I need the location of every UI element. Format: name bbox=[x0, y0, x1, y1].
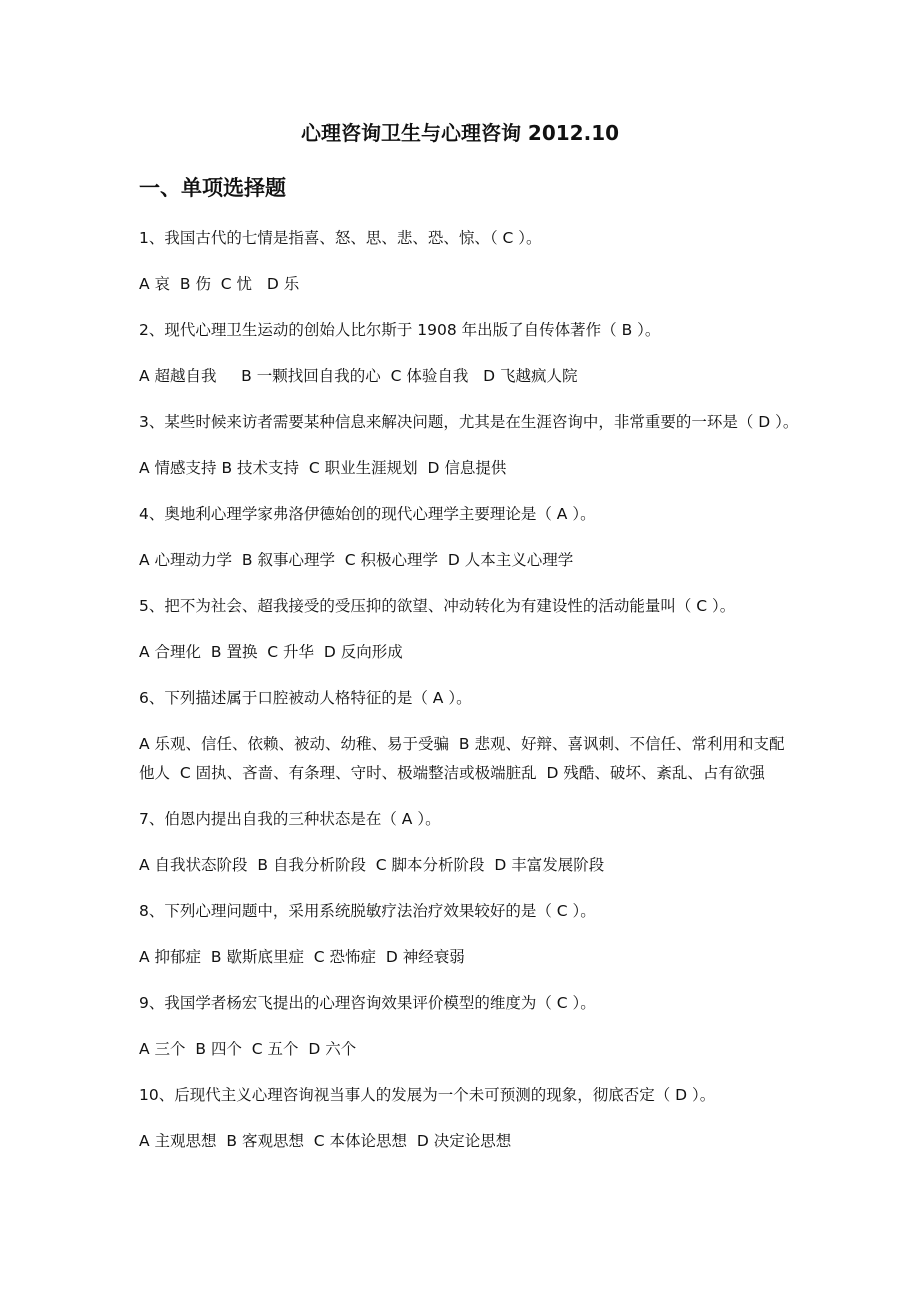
section-heading: 一、单项选择题 bbox=[139, 176, 286, 200]
question-text: 6、下列描述属于口腔被动人格特征的是（ A ）。 bbox=[139, 689, 472, 707]
question-list bbox=[139, 225, 799, 1174]
question-options: A 主观思想 B 客观思想 C 本体论思想 D 决定论思想 bbox=[139, 1132, 512, 1150]
question-9 bbox=[139, 990, 799, 1064]
question-options: A 乐观、信任、依赖、被动、幼稚、易于受骗 B 悲观、好辩、喜讽刺、不信任、常利用和支配他人 C 固执、吝啬、有条理、守时、极端整洁或极端脏乱 D 残酷、破坏、紊乱、占有欲强 bbox=[139, 735, 785, 782]
question-options: A 合理化 B 置换 C 升华 D 反向形成 bbox=[139, 643, 403, 661]
question-2 bbox=[139, 317, 799, 391]
question-options: A 哀 B 伤 C 忧 D 乐 bbox=[139, 275, 300, 293]
question-options: A 情感支持 B 技术支持 C 职业生涯规划 D 信息提供 bbox=[139, 459, 507, 477]
question-6 bbox=[139, 685, 799, 788]
question-text: 5、把不为社会、超我接受的受压抑的欲望、冲动转化为有建设性的活动能量叫（ C ）。 bbox=[139, 597, 736, 615]
question-options: A 抑郁症 B 歇斯底里症 C 恐怖症 D 神经衰弱 bbox=[139, 948, 465, 966]
question-3 bbox=[139, 409, 799, 483]
question-text: 1、我国古代的七情是指喜、怒、思、悲、恐、惊、（ C ）。 bbox=[139, 229, 542, 247]
question-7 bbox=[139, 806, 799, 880]
question-text: 8、下列心理问题中，采用系统脱敏疗法治疗效果较好的是（ C ）。 bbox=[139, 902, 596, 920]
question-text: 3、某些时候来访者需要某种信息来解决问题，尤其是在生涯咨询中，非常重要的一环是（ D ）。 bbox=[139, 413, 799, 431]
question-10 bbox=[139, 1082, 799, 1156]
question-text: 10、后现代主义心理咨询视当事人的发展为一个未可预测的现象，彻底否定（ D ）。 bbox=[139, 1086, 716, 1104]
question-text: 2、现代心理卫生运动的创始人比尔斯于 1908 年出版了自传体著作（ B ）。 bbox=[139, 321, 661, 339]
question-options: A 超越自我 B 一颗找回自我的心 C 体验自我 D 飞越疯人院 bbox=[139, 367, 578, 385]
question-options: A 心理动力学 B 叙事心理学 C 积极心理学 D 人本主义心理学 bbox=[139, 551, 574, 569]
question-options: A 三个 B 四个 C 五个 D 六个 bbox=[139, 1040, 357, 1058]
question-8 bbox=[139, 898, 799, 972]
question-options: A 自我状态阶段 B 自我分析阶段 C 脚本分析阶段 D 丰富发展阶段 bbox=[139, 856, 605, 874]
document-title: 心理咨询卫生与心理咨询 2012.10 bbox=[300, 121, 620, 145]
question-5 bbox=[139, 593, 799, 667]
question-text: 7、伯恩内提出自我的三种状态是在（ A ）。 bbox=[139, 810, 441, 828]
question-text: 4、奥地利心理学家弗洛伊德始创的现代心理学主要理论是（ A ）。 bbox=[139, 505, 596, 523]
question-1 bbox=[139, 225, 799, 299]
question-4 bbox=[139, 501, 799, 575]
question-text: 9、我国学者杨宏飞提出的心理咨询效果评价模型的维度为（ C ）。 bbox=[139, 994, 596, 1012]
